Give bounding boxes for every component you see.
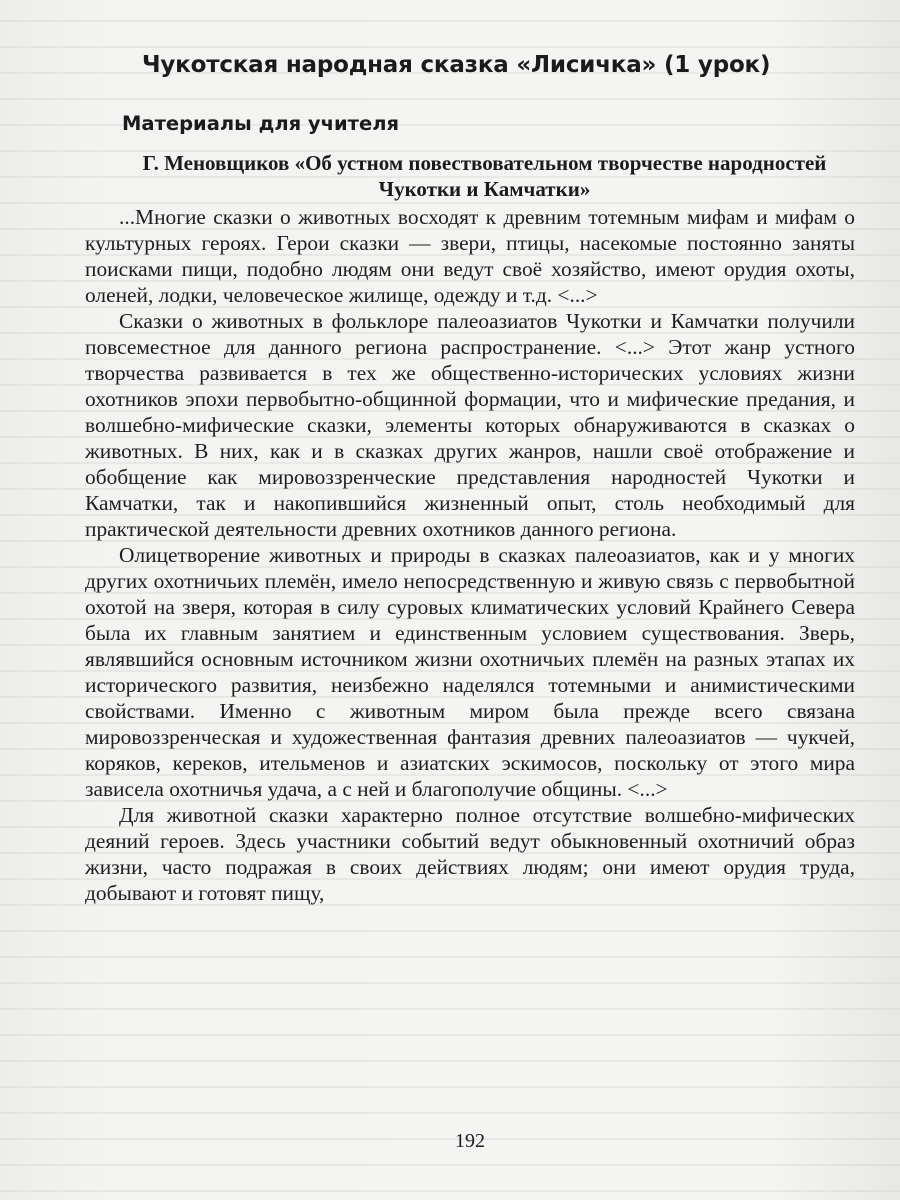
paragraph: Для животной сказки характерно полное отсутствие волшебно-мифических деяний героев. Здесь участники событий ведут обыкновенный охотничий образ жизни, часто подражая в своих действиях людям; они имеют орудия труда, добывают и готовят пищу, (85, 803, 855, 905)
article-body (85, 204, 855, 906)
paragraph: Сказки о животных в фольклоре палеоазиатов Чукотки и Камчатки получили повсеместное для данного региона распространение. <...> Этот жанр устного творчества развивается в тех же общественно-исторических условиях жизни охотников эпохи первобытно-общинной формации, что и мифические предания, и волшебно-мифические сказки, элементы которых обнаруживаются в сказках о животных. В них, как и в сказках других жанров, нашли своё отображение и обобщение как мировоззренческие представления народностей Чукотки и Камчатки, так и накопившийся жизненный опыт, столь необходимый для практической деятельности древних охотников данного региона. (85, 309, 855, 541)
lesson-title: Чукотская народная сказка «Лисичка» (1 урок) (142, 52, 771, 78)
paragraph: Олицетворение животных и природы в сказках палеоазиатов, как и у многих других охотничьих племён, имело непосредственную и живую связь с первобытной охотой на зверя, которая в силу суровых климатических условий Крайнего Севера была их главным занятием и единственным условием существования. Зверь, являвшийся основным источником жизни охотничьих племён на разных этапах их исторического развития, неизбежно наделялся тотемными и анимистическими свойствами. Именно с животным миром была прежде всего связана мировоззренческая и художественная фантазия древних палеоазиатов — чукчей, коряков, кереков, ительменов и азиатских эскимосов, поскольку от этого мира зависела охотничья удача, а с ней и благополучие общины. <...> (85, 543, 855, 801)
section-subtitle: Материалы для учителя (122, 112, 400, 135)
article-title: Г. Меновщиков «Об устном повествовательном творчестве народностей Чукотки и Камчатки» (142, 151, 827, 201)
paragraph: ...Многие сказки о животных восходят к древним тотемным мифам и мифам о культурных героях. Герои сказки — звери, птицы, насекомые постоянно заняты поисками пищи, подобно людям они ведут своё хозяйство, имеют орудия охоты, оленей, лодки, человеческое жилище, одежду и т.д. <...> (85, 205, 855, 307)
page-number: 192 (455, 1130, 485, 1152)
